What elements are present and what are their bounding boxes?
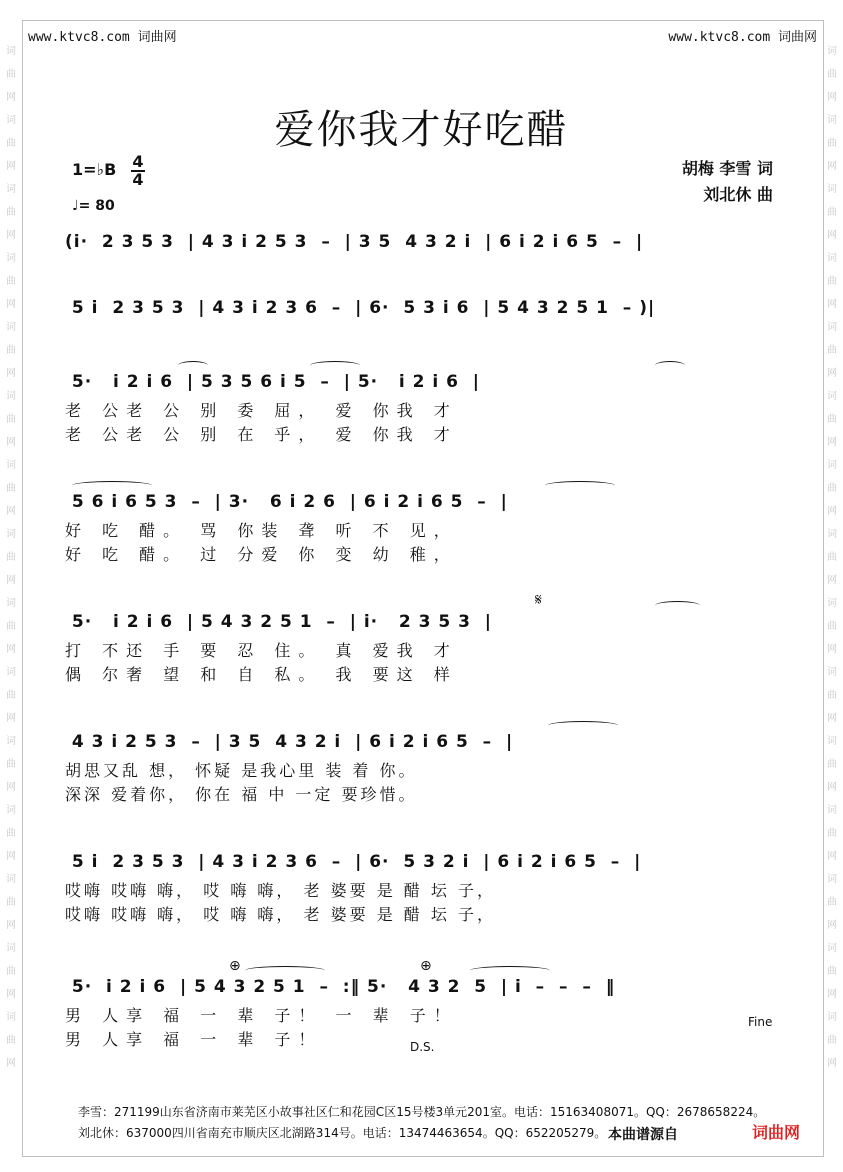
slur xyxy=(178,361,208,370)
lyric-row-4-verse-1: 好 吃 醋。 骂 你装 聋 听 不 见， xyxy=(65,521,458,540)
notation-row-4: 5 6 i 6 5 3 – | 3· 6 i 2 6 | 6 i 2 i 6 5 – | xyxy=(65,492,508,512)
lyric-row-5-verse-2: 偶 尔奢 望 和 自 私。 我 要这 样 xyxy=(65,665,458,684)
time-signature xyxy=(131,154,145,188)
notation-row-3: 5· i 2 i 6 | 5 3 5 6 i 5 – | 5· i 2 i 6 | xyxy=(65,372,481,392)
site-url-right[interactable]: www.ktvc8.com 词曲网 xyxy=(668,30,817,45)
coda-mark-1: ⊕ xyxy=(229,958,241,974)
time-signature-bottom: 4 xyxy=(132,170,144,189)
lyric-row-6-verse-1: 胡思又乱 想， 怀疑 是我心里 装 着 你。 xyxy=(65,761,418,780)
slur xyxy=(548,721,618,730)
fine-mark: Fine xyxy=(748,1015,773,1029)
lyric-row-3-verse-2: 老 公老 公 别 在 乎， 爱 你我 才 xyxy=(65,425,458,444)
lyric-row-5-verse-1: 打 不还 手 要 忍 住。 真 爱我 才 xyxy=(65,641,458,660)
notation-row-7: 5 i 2 3 5 3 | 4 3 i 2 3 6 – | 6· 5 3 2 i | 6 i 2 i 6 5 – | xyxy=(65,852,642,872)
ds-mark: D.S. xyxy=(410,1040,435,1054)
slur xyxy=(655,361,685,370)
site-url-left[interactable]: www.ktvc8.com 词曲网 xyxy=(28,30,177,45)
lyric-row-4-verse-2: 好 吃 醋。 过 分爱 你 变 幼 稚， xyxy=(65,545,458,564)
credits xyxy=(682,156,773,208)
site-logo[interactable]: 词曲网 xyxy=(752,1123,801,1142)
notation-row-6: 4 3 i 2 5 3 – | 3 5 4 3 2 i | 6 i 2 i 6 5 – | xyxy=(65,732,514,752)
slur xyxy=(72,481,152,490)
slur xyxy=(310,361,360,370)
lyric-row-8-verse-1: 男 人享 福 一 辈 子！ 一 辈 子！ xyxy=(65,1006,458,1025)
slur xyxy=(470,966,550,975)
lyric-row-8-verse-2: 男 人享 福 一 辈 子！ xyxy=(65,1030,323,1049)
notation-row-2: 5 i 2 3 5 3 | 4 3 i 2 3 6 – | 6· 5 3 i 6 | 5 4 3 2 5 1 – )| xyxy=(65,298,656,318)
composer: 刘北休 曲 xyxy=(703,185,773,204)
time-signature-top: 4 xyxy=(132,152,144,171)
source-label: 本曲谱源自 xyxy=(608,1127,678,1143)
song-title: 爱你我才好吃醋 xyxy=(274,107,569,153)
segno-mark: 𝄋 xyxy=(535,590,542,609)
notation-row-1: (i· 2 3 5 3 | 4 3 i 2 5 3 – | 3 5 4 3 2 i | 6 i 2 i 6 5 – | xyxy=(65,232,644,252)
watermark-right: 词 曲 网 词 曲 网 词 曲 网 词 曲 网 词 曲 网 词 曲 网 词 曲 网 词 曲 网 词 曲 网 词 曲 网 词 曲 网 词 曲 网 词 曲 网 词 曲 网 词 曲 网 xyxy=(827,46,837,1069)
contact-lixue: 李雪：271199山东省济南市莱芜区小故事社区仁和花园C区15号楼3单元201室。电话：15163408071。QQ：2678658224。 xyxy=(78,1105,766,1119)
lyric-row-7-verse-1: 哎嗨 哎嗨 嗨， 哎 嗨 嗨， 老 婆要 是 醋 坛 子， xyxy=(65,881,496,900)
notation-row-8: 5· i 2 i 6 | 5 4 3 2 5 1 – :‖ 5· 4 3 2 5 | i – – – ‖ xyxy=(65,977,616,997)
lyricist: 胡梅 李雪 词 xyxy=(681,159,773,178)
key-signature: 1=♭B xyxy=(72,160,117,179)
slur xyxy=(245,966,325,975)
contact-liubeixiu: 刘北休：637000四川省南充市顺庆区北湖路314号。电话：13474463654。QQ：652205279。 xyxy=(78,1126,607,1140)
slur xyxy=(545,481,615,490)
lyric-row-7-verse-2: 哎嗨 哎嗨 嗨， 哎 嗨 嗨， 老 婆要 是 醋 坛 子， xyxy=(65,905,496,924)
notation-row-5: 5· i 2 i 6 | 5 4 3 2 5 1 – | i· 2 3 5 3 | xyxy=(65,612,493,632)
watermark-left: 词 曲 网 词 曲 网 词 曲 网 词 曲 网 词 曲 网 词 曲 网 词 曲 网 词 曲 网 词 曲 网 词 曲 网 词 曲 网 词 曲 网 词 曲 网 词 曲 网 词 曲 网 xyxy=(6,46,16,1069)
lyric-row-3-verse-1: 老 公老 公 别 委 屈， 爱 你我 才 xyxy=(65,401,458,420)
tempo-marking: ♩= 80 xyxy=(72,198,115,214)
lyric-row-6-verse-2: 深深 爱着你， 你在 福 中 一定 要珍惜。 xyxy=(65,785,418,804)
slur xyxy=(655,601,700,610)
coda-mark-2: ⊕ xyxy=(420,958,432,974)
